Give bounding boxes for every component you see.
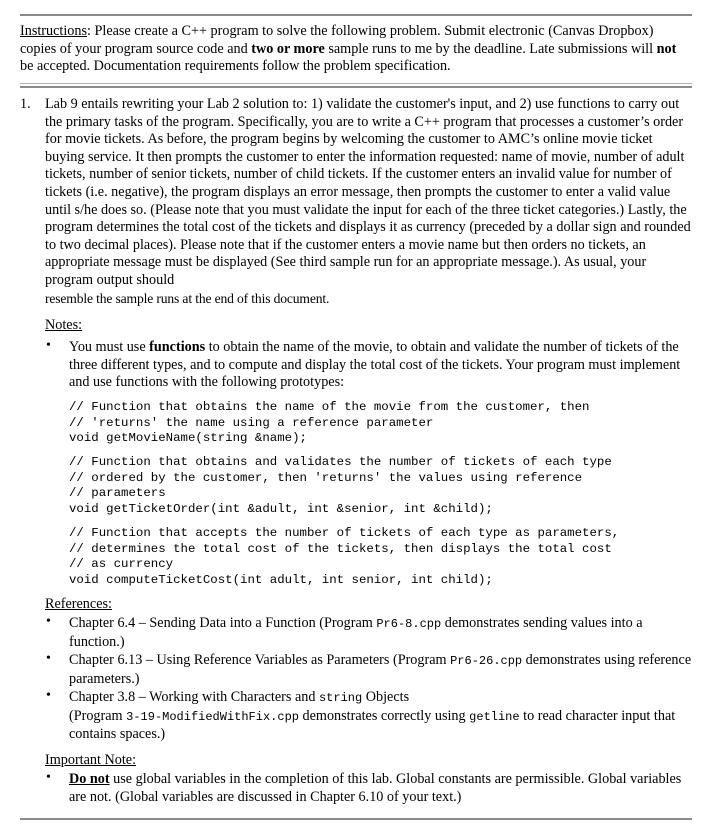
reference-item: Chapter 6.13 – Using Reference Variables as Parameters (Program Pr6-26.cpp demonstrates using reference parameters.): [69, 652, 692, 687]
notes-bullet: •: [46, 338, 51, 353]
important-bullet: •: [46, 770, 51, 785]
ref-bullet-1: •: [46, 614, 51, 629]
notes-functions-text: You must use functions to obtain the name of the movie, to obtain and validate the number of tickets of the three different types, and to compute and display the total cost of the tickets. Your program must implement and use functions with the following prototypes:: [69, 339, 681, 391]
top-rule: [20, 14, 692, 16]
problem-number: 1.: [20, 96, 31, 112]
instructions-rule: [20, 86, 692, 88]
reference-item: Chapter 3.8 – Working with Characters and string Objects (Program 3-19-ModifiedWithFix.cpp demonstrates correctly using getline to read character input that contains spaces.): [69, 689, 676, 743]
ref-bullet-3: •: [46, 688, 51, 703]
important-note-text: Do not use global variables in the completion of this lab. Global constants are permissible. Global variables are not. (Global variables are discussed in Chapter 6.10 of your text.): [69, 771, 682, 805]
references-heading: References:: [45, 596, 112, 612]
important-note-heading: Important Note:: [45, 752, 137, 768]
bottom-rule: [20, 818, 692, 820]
instructions-paragraph: Instructions: Please create a C++ program to solve the following problem. Submit electronic (Canvas Dropbox) copies of your program source code and two or more sample runs to me by the deadline. Late submissions will not be accepted. Documentation requirements follow the problem specification.: [20, 23, 677, 75]
ref-bullet-2: •: [46, 651, 51, 666]
problem-text: Lab 9 entails rewriting your Lab 2 solution to: 1) validate the customer's input, and 2) use functions to carry out the primary tasks of the program. Specifically, you are to write a C++ program that processes a customer’s order for movie tickets. As before, the program begins by welcoming the customer to AMC’s online movie ticket buying service. It then prompts the customer to enter the information requested: name of movie, number of adult tickets, number of senior tickets, number of child tickets. If the customer enters an invalid value for number of tickets (i.e. negative), the program displays an error message, then prompts the customer to enter a valid value until s/he does so. (Please note that you must validate the input for each of the three ticket categories.) Lastly, the program determines the total cost of the tickets and displays it as currency (preceded by a dollar sign and rounded to two decimal places). Please note that if the customer enters a movie name but then orders no tickets, an appropriate message must be displayed (See third sample run for an appropriate message.). As usual, your program output should resemble the sample runs at the end of this document.: [45, 96, 691, 306]
instructions-label: Instructions: [20, 23, 87, 39]
code-compute-ticket-cost: // Function that accepts the number of tickets of each type as parameters, // determines the total cost of the tickets, then displays the total cost // as currency void computeTicketCost(int adult, int senior, int child);: [69, 526, 620, 587]
reference-item: Chapter 6.4 – Sending Data into a Function (Program Pr6-8.cpp demonstrates sending values into a function.): [69, 615, 643, 650]
code-get-ticket-order: // Function that obtains and validates the number of tickets of each type // ordered by the customer, then 'returns' the values using reference // parameters void getTicketOrder(int &adult, int &senior, int &child);: [69, 455, 612, 516]
instructions-rule-thin: [20, 83, 692, 84]
notes-heading: Notes:: [45, 317, 83, 333]
code-get-movie-name: // Function that obtains the name of the movie from the customer, then // 'returns' the name using a reference parameter void getMovieName(string &name);: [69, 400, 590, 446]
